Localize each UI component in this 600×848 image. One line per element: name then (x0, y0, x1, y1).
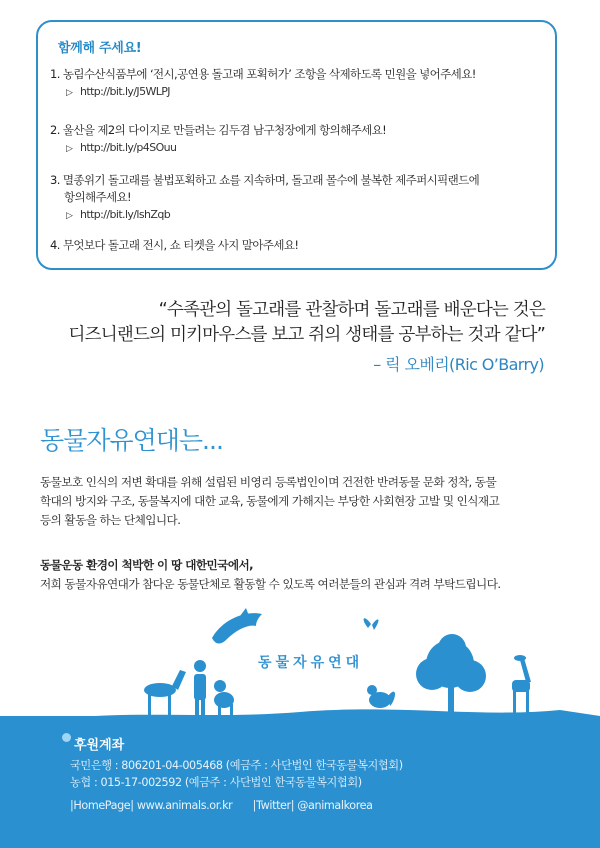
action-item-link[interactable]: ▷ http://bit.ly/lshZqb (50, 206, 479, 225)
action-item-link[interactable]: ▷ http://bit.ly/p4SOuu (50, 139, 386, 158)
twitter-link[interactable]: @animalkorea (297, 799, 373, 812)
action-item-text: 1. 농림수산식품부에 ‘전시,공연용 돌고래 포획허가’ 조항을 삭제하도록 민원을 넣어주세요! (50, 67, 476, 81)
arrow-icon: ▷ (66, 88, 73, 98)
action-item-link[interactable]: ▷ http://bit.ly/J5WLPJ (50, 83, 476, 102)
appeal-bold-line: 동물운동 환경이 척박한 이 땅 대한민국에서, (40, 558, 253, 572)
giraffe-icon (512, 655, 531, 716)
action-item-2 (50, 122, 386, 158)
homepage-label: |HomePage| (70, 799, 134, 812)
logo: 동물자유연대 (258, 655, 364, 671)
appeal-line: 저희 동물자유연대가 참다운 동물단체로 활동할 수 있도록 여러분들의 관심과 격려 부탁드립니다. (40, 577, 501, 591)
box-title: 함께해 주세요! (58, 41, 142, 56)
twitter-label: |Twitter| (252, 799, 295, 812)
about-paragraph (40, 473, 565, 530)
appeal-paragraph (40, 556, 565, 594)
action-item-1 (50, 66, 476, 102)
arrow-icon: ▷ (66, 211, 73, 221)
quote-line-2: 디즈니랜드의 미키마우스를 보고 쥐의 생태를 공부하는 것과 같다” (68, 325, 545, 345)
butterfly-icon (364, 618, 379, 630)
action-item-text: 2. 울산을 제2의 다이지로 만들려는 김두겸 남구청장에게 항의해주세요! (50, 123, 387, 137)
contact-line (70, 799, 373, 812)
quote-author: – 릭 오베리(Ric O’Barry) (373, 355, 544, 374)
action-item-text-line2: 항의해주세요! (64, 190, 132, 204)
about-line-2: 학대의 방지와 구조, 동물복지에 대한 교육, 동물에게 가해지는 부당한 사회현장 고발 및 인식재고 (40, 494, 500, 508)
action-item-text-line1: 3. 멸종위기 돌고래를 불법포획하고 쇼를 지속하며, 돌고래 몰수에 불복한 제주퍼시픽랜드에 (50, 173, 480, 187)
person-icon (194, 660, 206, 718)
action-item-4 (50, 237, 298, 254)
about-line-3: 등의 활동을 하는 단체입니다. (40, 513, 181, 527)
about-line-1: 동물보호 인식의 저변 확대를 위해 설립된 비영리 등록법인이며 건전한 반려동물 문화 정착, 동물 (40, 475, 497, 489)
quote-line-1: “수족관의 돌고래를 관찰하며 돌고래를 배운다는 것은 (158, 300, 545, 320)
homepage-link[interactable]: www.animals.or.kr (136, 799, 233, 812)
tree-icon (416, 634, 486, 720)
about-title: 동물자유연대는... (40, 426, 223, 455)
action-item-text: 4. 무엇보다 돌고래 전시, 쇼 티켓을 사지 말아주세요! (50, 238, 299, 252)
dog-icon (214, 680, 234, 718)
arrow-icon: ▷ (66, 144, 73, 154)
footer-title: 후원계좌 (74, 738, 125, 753)
rooster-icon (367, 685, 395, 708)
bullet-icon (62, 733, 71, 742)
action-item-3 (50, 172, 479, 225)
dolphin-icon (212, 608, 262, 644)
account-kb: 국민은행 : 806201-04-005468 (예금주 : 사단법인 한국동물복지협회) (70, 759, 403, 772)
horse-icon (144, 670, 186, 716)
account-nh: 농협 : 015-17-002592 (예금주 : 사단법인 한국동물복지협회) (70, 776, 362, 789)
